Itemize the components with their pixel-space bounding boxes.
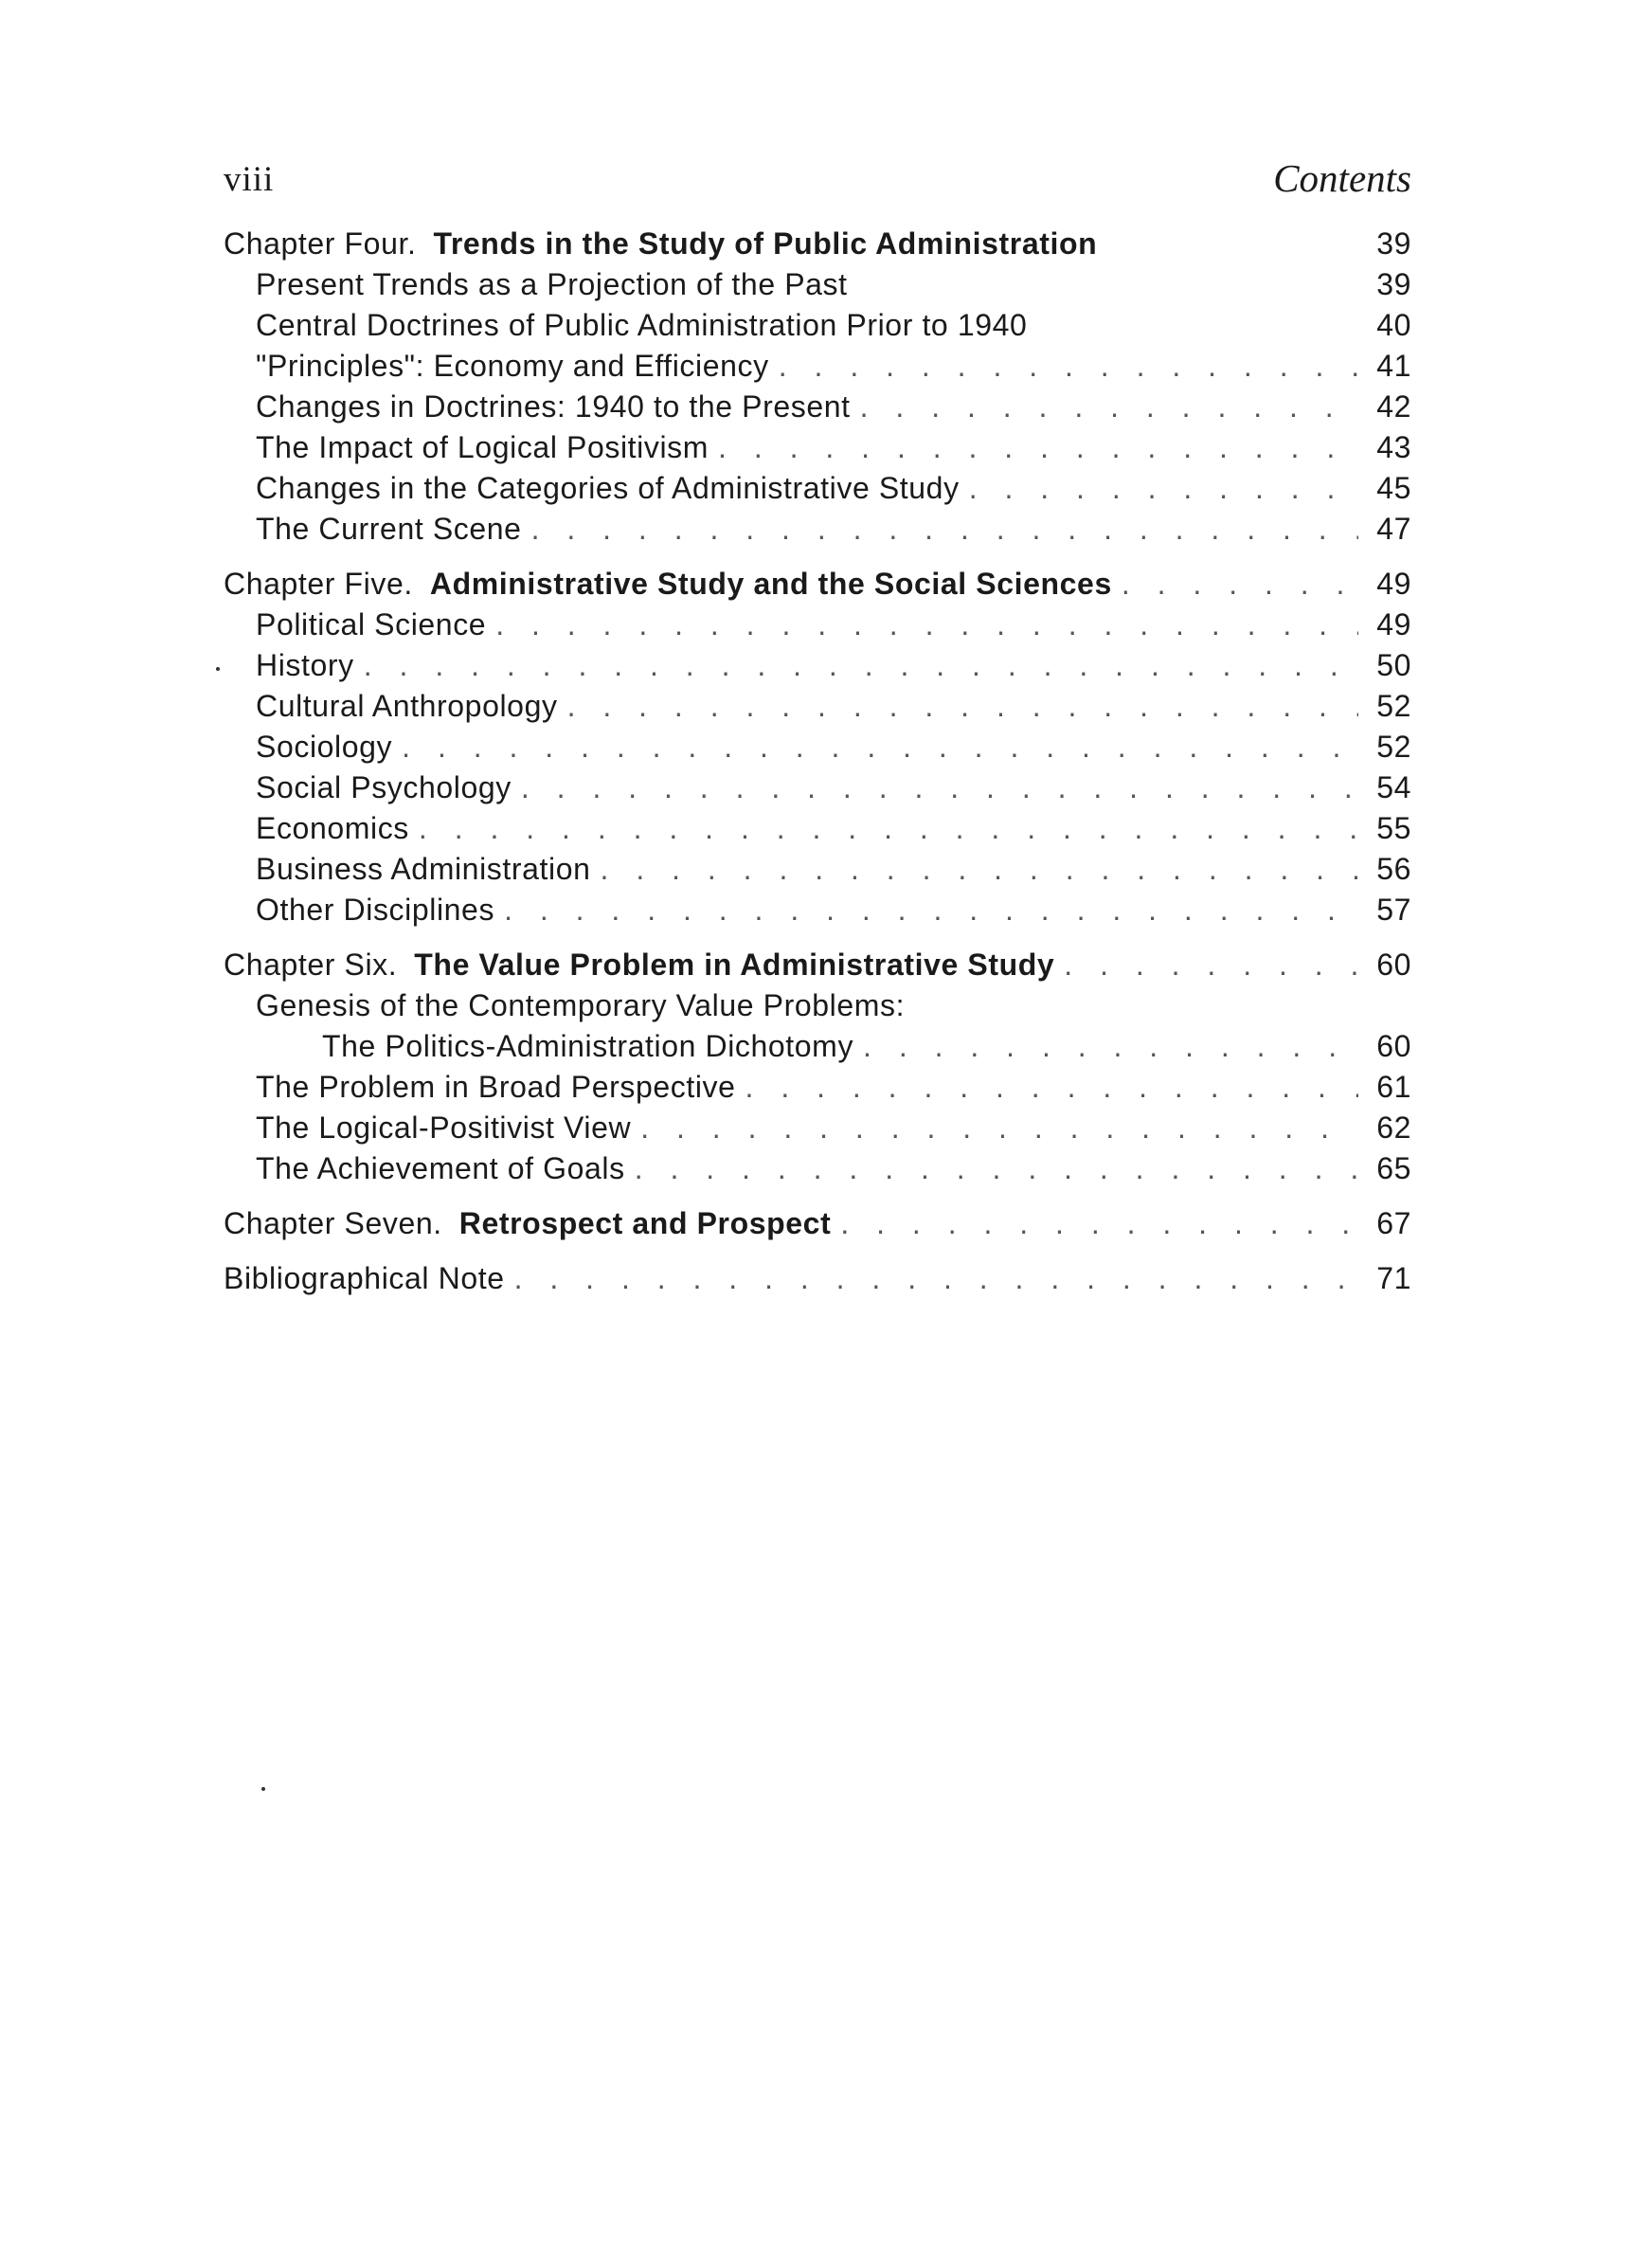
- page-ref: 47: [1376, 512, 1411, 546]
- entry-label: Sociology: [256, 730, 393, 764]
- chapter-seven-group: [224, 1203, 1411, 1244]
- page-ref: 40: [1376, 308, 1411, 342]
- page-ref: 67: [1376, 1206, 1411, 1240]
- print-speck: [216, 667, 220, 671]
- leader-dots: [504, 890, 1358, 930]
- bibliography-entry: [224, 1258, 1411, 1299]
- leader-dots: [860, 387, 1358, 427]
- leader-dots: [863, 1026, 1358, 1067]
- leader-dots: [840, 1203, 1358, 1244]
- chapter-label: [224, 224, 1097, 264]
- toc-entry: [224, 1067, 1411, 1108]
- entry-label: Genesis of the Contemporary Value Problems:: [256, 988, 906, 1022]
- entry-label: Cultural Anthropology: [256, 689, 558, 723]
- chapter-five-group: [224, 564, 1411, 930]
- page-ref: 49: [1376, 607, 1411, 641]
- chapter-six-group: [224, 945, 1411, 1189]
- leader-dots: [969, 468, 1358, 509]
- leader-dots: [718, 427, 1358, 468]
- entry-label: The Achievement of Goals: [256, 1151, 625, 1185]
- page-ref: 52: [1376, 730, 1411, 764]
- chapter-prefix: Chapter Seven.: [224, 1206, 442, 1240]
- leader-dots: [745, 1067, 1358, 1108]
- toc-entry: [224, 346, 1411, 387]
- toc-entry: [224, 1148, 1411, 1189]
- leader-dots: [495, 605, 1358, 645]
- leader-dots: [1122, 564, 1358, 605]
- toc-entry: [224, 1108, 1411, 1148]
- chapter-prefix: Chapter Four.: [224, 226, 417, 261]
- toc-entry: [224, 890, 1411, 930]
- chapter-title: The Value Problem in Administrative Study: [414, 948, 1055, 982]
- page-ref: 50: [1376, 648, 1411, 682]
- entry-label: Bibliographical Note: [224, 1261, 505, 1295]
- chapter-seven-heading: [224, 1203, 1411, 1244]
- leader-dots: [1064, 945, 1358, 985]
- page-ref: 60: [1376, 948, 1411, 982]
- page-ref: 52: [1376, 689, 1411, 723]
- page-ref: 54: [1376, 770, 1411, 804]
- print-speck: [261, 1787, 265, 1791]
- toc-entry: [224, 985, 1411, 1026]
- chapter-four-group: [224, 224, 1411, 550]
- page-ref: 62: [1376, 1110, 1411, 1145]
- leader-dots: [567, 686, 1358, 727]
- chapter-title: Administrative Study and the Social Sciences: [429, 567, 1112, 601]
- entry-label: The Logical-Positivist View: [256, 1110, 632, 1145]
- page-ref: 71: [1376, 1261, 1411, 1295]
- leader-dots: [521, 767, 1358, 808]
- page-ref: 60: [1376, 1029, 1411, 1063]
- entry-label: Business Administration: [256, 852, 591, 886]
- toc-entry: [224, 605, 1411, 645]
- chapter-prefix: Chapter Five.: [224, 567, 413, 601]
- entry-label: The Current Scene: [256, 512, 522, 546]
- entry-label: Changes in the Categories of Administrative Study: [256, 471, 960, 505]
- leader-dots: [364, 645, 1358, 686]
- leader-dots: [514, 1258, 1358, 1299]
- toc-entry: [224, 808, 1411, 849]
- entry-label: Other Disciplines: [256, 893, 495, 927]
- leader-dots: [419, 808, 1358, 849]
- entry-label: Changes in Doctrines: 1940 to the Present: [256, 389, 851, 424]
- entry-label: Central Doctrines of Public Administration Prior to 1940: [256, 308, 1028, 342]
- chapter-prefix: Chapter Six.: [224, 948, 398, 982]
- leader-dots: [402, 727, 1358, 767]
- chapter-label: [224, 945, 1054, 985]
- entry-label: Political Science: [256, 607, 487, 641]
- toc-entry: [224, 427, 1411, 468]
- toc-entry: [224, 305, 1411, 346]
- leader-dots: [779, 346, 1358, 387]
- chapter-five-heading: [224, 564, 1411, 605]
- entry-label: Economics: [256, 811, 409, 845]
- toc-entry: [224, 767, 1411, 808]
- entry-label: History: [256, 648, 354, 682]
- page-ref: 65: [1376, 1151, 1411, 1185]
- table-of-contents: [224, 224, 1411, 1299]
- leader-dots: [601, 849, 1358, 890]
- toc-entry: [224, 264, 1411, 305]
- toc-entry: [224, 727, 1411, 767]
- chapter-four-heading: [224, 224, 1411, 264]
- entry-label: The Politics-Administration Dichotomy: [322, 1029, 854, 1063]
- leader-dots: [531, 509, 1358, 550]
- bibliography-group: [224, 1258, 1411, 1299]
- page-ref: 56: [1376, 852, 1411, 886]
- toc-entry: [224, 387, 1411, 427]
- toc-entry: [224, 509, 1411, 550]
- page-number: viii: [224, 160, 275, 199]
- toc-entry: [224, 1026, 1411, 1067]
- page-ref: 49: [1376, 567, 1411, 601]
- page-ref: 57: [1376, 893, 1411, 927]
- page-header: [224, 152, 1411, 208]
- entry-label: Present Trends as a Projection of the Past: [256, 267, 848, 301]
- entry-label: The Impact of Logical Positivism: [256, 430, 709, 464]
- chapter-title: Trends in the Study of Public Administration: [433, 226, 1098, 261]
- leader-dots: [640, 1108, 1358, 1148]
- entry-label: Social Psychology: [256, 770, 512, 804]
- chapter-title: Retrospect and Prospect: [458, 1206, 832, 1240]
- toc-entry: [224, 468, 1411, 509]
- chapter-label: [224, 1203, 831, 1244]
- page-ref: 42: [1376, 389, 1411, 424]
- page-ref: 41: [1376, 349, 1411, 383]
- page-ref: 39: [1376, 267, 1411, 301]
- page-ref: 39: [1376, 226, 1411, 261]
- toc-entry: [224, 686, 1411, 727]
- chapter-six-heading: [224, 945, 1411, 985]
- page-ref: 55: [1376, 811, 1411, 845]
- entry-label: The Problem in Broad Perspective: [256, 1070, 736, 1104]
- page-ref: 45: [1376, 471, 1411, 505]
- chapter-label: [224, 564, 1112, 605]
- running-head: Contents: [1273, 156, 1411, 200]
- page-ref: 61: [1376, 1070, 1411, 1104]
- page-ref: 43: [1376, 430, 1411, 464]
- toc-entry: [224, 849, 1411, 890]
- leader-dots: [635, 1148, 1358, 1189]
- toc-entry: [224, 645, 1411, 686]
- entry-label: "Principles": Economy and Efficiency: [256, 349, 769, 383]
